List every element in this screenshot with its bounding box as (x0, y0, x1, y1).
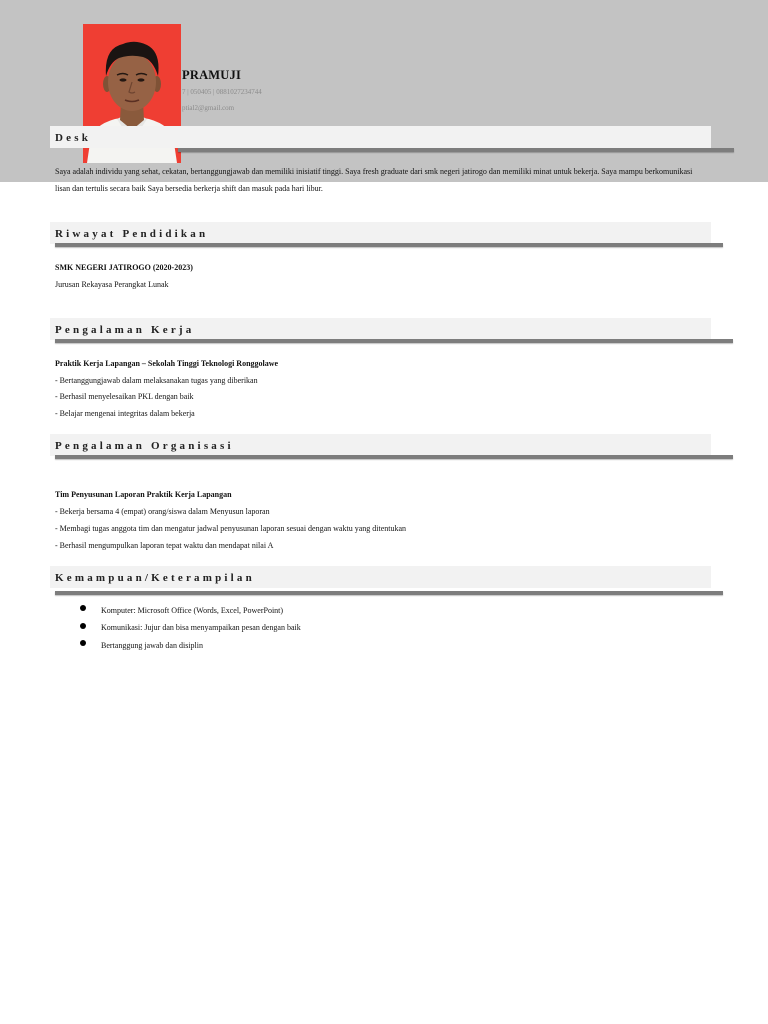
work-item: - Bertanggungjawab dalam melaksanakan tugas yang diberikan (55, 376, 258, 385)
section-title-pendidikan: Riwayat Pendidikan (55, 228, 209, 240)
section-header-organisasi (50, 434, 711, 456)
section-title-organisasi: Pengalaman Organisasi (55, 440, 234, 452)
contact-info: 7 | 050405 | 0881027234744 (182, 88, 262, 96)
education-major: Jurusan Rekayasa Perangkat Lunak (55, 280, 169, 289)
section-header-kerja (50, 318, 711, 340)
skill-item: Komputer: Microsoft Office (Words, Excel, PowerPoint) (101, 606, 284, 615)
section-header-kemampuan (50, 566, 711, 588)
description-text: Saya adalah individu yang sehat, cekatan, bertanggungjawab dan memiliki inisiatif tinggi. Saya fresh graduate dari smk negeri jatirogo dan memiliki minat untuk bekerja. Saya mampu berkomunikasi lisan dan tertulis secara baik Saya bersedia berkerja shift dan masuk pada hari libur. (55, 167, 693, 193)
education-school: SMK NEGERI JATIROGO (2020-2023) (55, 263, 193, 272)
work-item: - Berhasil menyelesaikan PKL dengan baik (55, 392, 194, 401)
bullet-icon (80, 605, 86, 611)
section-divider (55, 591, 723, 595)
section-title-deskripsi: Desk (55, 132, 92, 144)
organization-item: - Membagi tugas anggota tim dan mengatur jadwal penyusunan laporan sesuai dengan waktu yang ditentukan (55, 524, 407, 533)
person-name: PRAMUJI (182, 68, 242, 82)
section-title-kemampuan: Kemampuan/Keterampilan (55, 572, 255, 584)
work-heading: Praktik Kerja Lapangan – Sekolah Tinggi Teknologi Ronggolawe (55, 359, 279, 368)
section-title-kerja: Pengalaman Kerja (55, 324, 195, 336)
email-address: ptial2@gmail.com (182, 104, 235, 112)
section-divider (178, 148, 734, 152)
organization-item: - Bekerja bersama 4 (empat) orang/siswa dalam Menyusun laporan (55, 507, 270, 516)
skill-item: Bertanggung jawab dan disiplin (101, 641, 203, 650)
section-divider (55, 339, 733, 343)
skill-item: Komunikasi: Jujur dan bisa menyampaikan pesan dengan baik (101, 623, 301, 632)
work-item: - Belajar mengenai integritas dalam bekerja (55, 409, 195, 418)
organization-item: - Berhasil mengumpulkan laporan tepat waktu dan mendapat nilai A (55, 541, 274, 550)
section-header-pendidikan (50, 222, 711, 244)
bullet-icon (80, 640, 86, 646)
organization-heading: Tim Penyusunan Laporan Praktik Kerja Lapangan (55, 490, 232, 499)
section-header-deskripsi (50, 126, 711, 148)
bullet-icon (80, 623, 86, 629)
section-divider (55, 455, 733, 459)
section-divider (55, 243, 723, 247)
